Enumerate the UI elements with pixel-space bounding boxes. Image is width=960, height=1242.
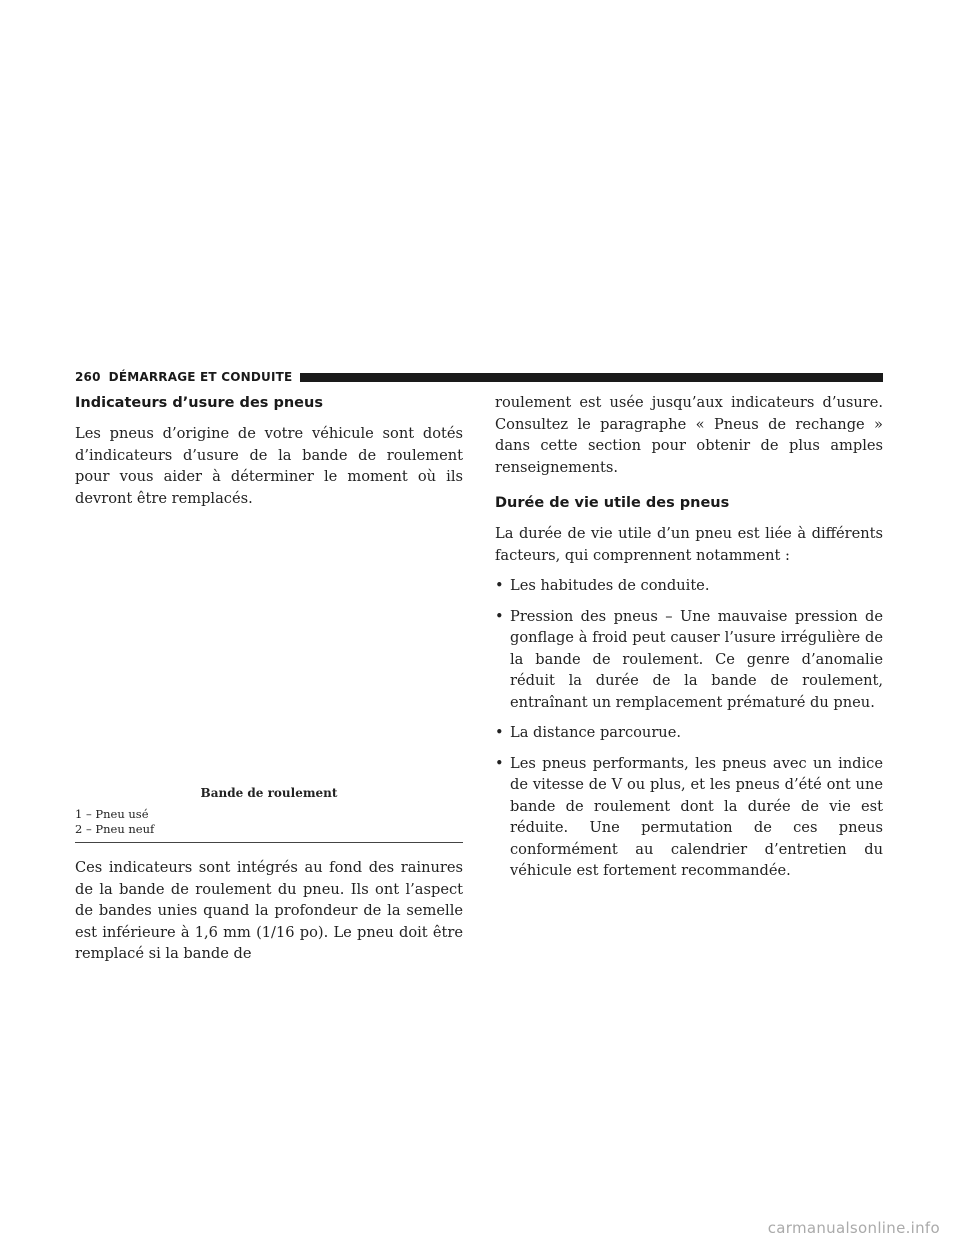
section-title: DÉMARRAGE ET CONDUITE [108,370,293,384]
list-item: • Les habitudes de conduite. [495,575,883,597]
legend-item: 2 – Pneu neuf [75,822,155,836]
factor-list [495,575,883,882]
figure-tread [75,509,463,801]
bullet-icon: • [495,607,504,625]
right-column [495,392,883,891]
paragraph-intro: Les pneus d’origine de votre véhicule sont dotés d’indicateurs d’usure de la bande de roulement pour vous aider à déterminer le moment où ils devront être remplacés. [75,425,463,507]
figure-title: Bande de roulement [200,786,338,800]
list-item: • Pression des pneus – Une mauvaise pression de gonflage à froid peut causer l’usure irrégulière de la bande de roulement. Ce genre d’anomalie réduit la durée de la bande de roulement, entraînant un remplacement prématuré du pneu. [495,607,883,711]
legend-item: 1 – Pneu usé [75,807,149,821]
paragraph-indicators: Ces indicateurs sont intégrés au fond des rainures de la bande de roulement du pneu. Ils ont l’aspect de bandes unies quand la profondeur de la semelle est inférieure à 1,6 mm (1/16 po). Le pneu doit être remplacé si la bande de [75,859,463,962]
bullet-icon: • [495,754,504,772]
header-rule [300,373,883,382]
heading-tread-wear-indicators: Indicateurs d’usure des pneus [75,395,323,411]
page-number: 260 [75,370,101,384]
figure-legend [75,807,463,843]
watermark: carmanualsonline.info [767,1219,940,1237]
page-header [75,368,883,386]
list-item: • Les pneus performants, les pneus avec un indice de vitesse de V ou plus, et les pneus d’été ont une bande de roulement dont la durée de vie est réduite. Une permutation de ces pneus conformément au calendrier d’entretien du véhicule est fortement recommandée. [495,754,883,879]
bullet-icon: • [495,577,504,594]
left-column [75,392,463,965]
heading-tire-life: Durée de vie utile des pneus [495,495,730,511]
bullet-icon: • [495,724,504,741]
paragraph-life-intro: La durée de vie utile d’un pneu est liée à différents facteurs, qui comprennent notamment : [495,525,883,564]
list-item: • La distance parcourue. [495,722,883,744]
paragraph-continuation: roulement est usée jusqu’aux indicateurs d’usure. Consultez le paragraphe « Pneus de rechange » dans cette section pour obtenir de plus amples renseignements. [495,394,883,476]
